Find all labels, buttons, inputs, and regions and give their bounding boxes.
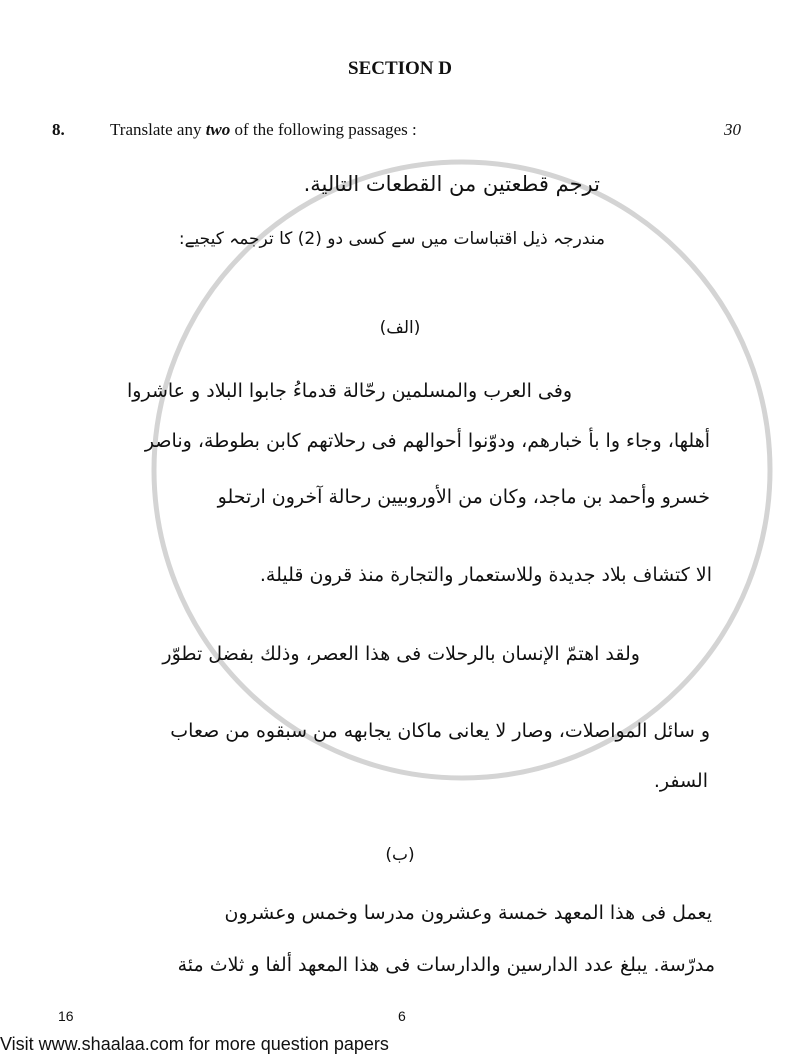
page-number-center: 6 (398, 1008, 406, 1024)
passage-a-line: الا كتشاف بلاد جديدة وللاستعمار والتجارة منذ قرون قليلة. (259, 564, 712, 586)
passage-b-label: (ب) (385, 845, 415, 865)
question-text-end: of the following passages : (230, 120, 417, 139)
passage-a-line: خسرو وأحمد بن ماجد، وكان من الأوروبيين رحالة آخرون ارتحلو (217, 486, 710, 508)
question-text-start: Translate any (110, 120, 206, 139)
watermark-circle (154, 162, 770, 778)
passage-a-line: و سائل المواصلات، وصار لا يعانى ماكان يجابهه من سبقوه من صعاب (170, 720, 710, 742)
passage-b-line: يعمل فى هذا المعهد خمسة وعشرون مدرسا وخمس وعشرون (224, 902, 712, 924)
passage-b-line: مدرّسة. يبلغ عدد الدارسين والدارسات فى هذا المعهد ألفا و ثلاث مئة (177, 954, 715, 976)
footer-link[interactable]: Visit www.shaalaa.com for more question papers (0, 1034, 389, 1054)
arabic-instruction: ترجم قطعتين من القطعات التالية. (303, 172, 600, 196)
passage-a-line: السفر. (653, 770, 708, 792)
passage-a-line: أهلها، وجاء وا بأ خبارهم، ودوّنوا أحوالهم فى رحلاتهم كابن بطوطة، وناصر (144, 430, 710, 452)
question-number: 8. (52, 120, 65, 139)
passage-a-line: وفى العرب والمسلمين رحّالة قدماءُ جابوا البلاد و عاشروا (127, 380, 572, 402)
question-text (110, 120, 417, 140)
question-marks: 30 (724, 120, 741, 139)
page-number-left: 16 (58, 1008, 74, 1024)
question-emphasis: two (205, 120, 231, 139)
urdu-instruction: مندرجہ ذیل اقتباسات میں سے کسی دو (2) کا ترجمہ کیجیے: (178, 229, 605, 249)
passage-a-label: (الف) (379, 318, 421, 338)
passage-a-line: ولقد اهتمّ الإنسان بالرحلات فى هذا العصر، وذلك بفضل تطوّر (162, 643, 640, 665)
section-title: SECTION D (348, 58, 452, 79)
